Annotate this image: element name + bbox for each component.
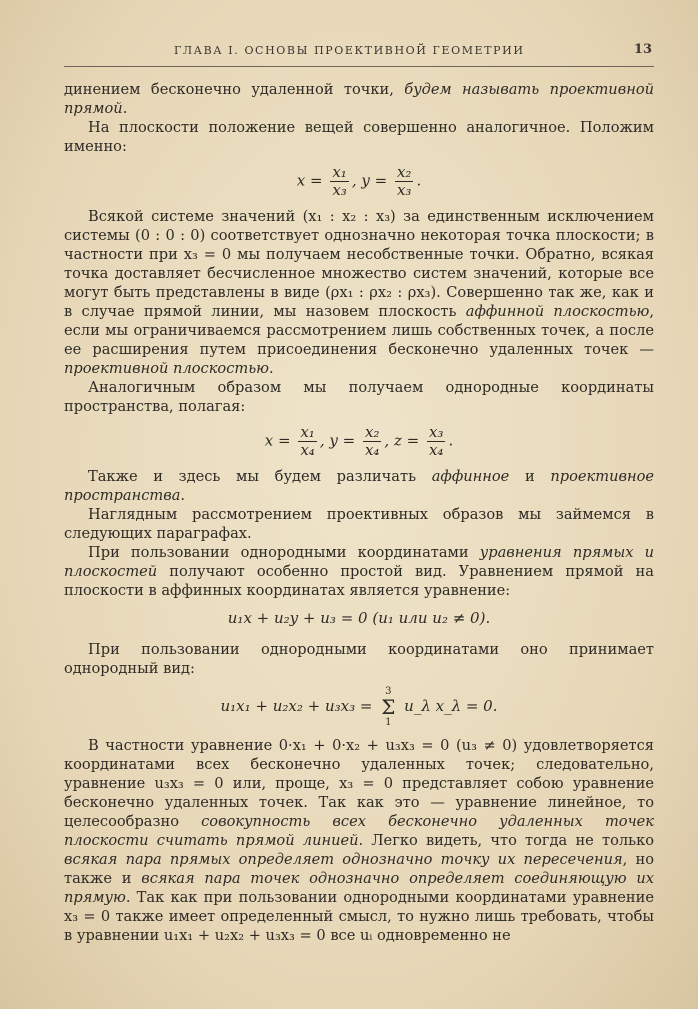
numerator: x₁ [332,163,347,181]
fraction [363,424,381,459]
text: . [180,487,186,504]
text: . [122,100,128,117]
text: Также и здесь мы будем различать [88,468,432,485]
formula-text: u₁x₁ + u₂x₂ + u₃x₃ = [220,697,378,715]
text: , но также и [64,851,654,887]
formula-text: x = [296,171,328,190]
formula-homogeneous-equation [64,686,654,728]
sum-upper-limit: 3 [385,686,392,697]
text: . Легко видеть, что тогда не только [358,832,654,849]
italic-term: аффинное [431,468,510,485]
paragraph-7 [64,543,654,600]
sigma-symbol: Σ [381,695,396,719]
formula-text: u₁x + u₂y + u₃ = 0 (u₁ или u₂ ≠ 0). [227,609,491,627]
page-number: 13 [633,42,652,57]
paragraph-9 [64,736,654,945]
text: получают особенно простой вид. Уравнением прямой на плоскости в аффинных координатах является уравнение: [64,563,654,599]
fraction [298,424,316,459]
denominator: x₄ [428,441,444,459]
formula-space-coordinates [64,424,654,459]
italic-term: проективной плоскостью [64,360,270,377]
formula-text: , y = [351,171,392,190]
text: , если мы ограничиваемся рассмотрением лишь собственных точек, а после ее расширения путем присоединения бесконечно удаленных точек — [64,303,655,358]
text: На плоскости положение вещей совершенно аналогичное. Положим именно: [64,119,654,155]
numerator: x₁ [300,423,315,441]
italic-term: всякая пара прямых определяет однозначно точку их пересечения [64,851,623,868]
paragraph-1 [64,80,654,118]
header-rule [64,66,654,67]
denominator: x₃ [396,181,412,199]
text: . Так как при пользовании однородными координатами уравнение x₃ = 0 также имеет определенный смысл, то нужно лишь требовать, чтобы в уравнении u₁x₁ + u₂x₂ + u₃x₃ = 0 все uᵢ одновременно не [64,889,654,944]
summation [381,686,395,728]
fraction [330,164,348,199]
paragraph-3 [64,207,654,378]
fraction [395,164,413,199]
denominator: x₃ [332,181,347,199]
italic-term: будем называть проективной прямой [64,81,654,117]
text: Наглядным рассмотрением проективных образов мы займемся в следующих параграфах. [64,506,654,542]
paragraph-4 [64,378,654,416]
text: . [269,360,274,377]
denominator: x₄ [300,441,315,459]
paragraph-6 [64,505,654,543]
text: Всякой системе значений (x₁ : x₂ : x₃) за единственным исключением системы (0 : 0 : 0) соответствует однозначно некоторая точка плоскости; в частности при x₃ = 0 мы получаем несобственные точки. Обратно, всякая точка доставляет бесчисленное множество систем значений, которые все могут быть представлены в виде (ρx₁ : ρx₂ : ρx₃). Совершенно так же, как и в случае прямой линии, мы назовем плоскость [64,208,654,320]
page-body [64,80,654,945]
italic-term: аффинной плоскостью [465,303,650,320]
formula-text: , y = [319,431,360,450]
formula-text: u_λ x_λ = 0. [399,697,498,715]
formula-text: . [416,171,422,190]
fraction [427,424,445,459]
paragraph-2 [64,118,654,156]
italic-term: всякая пара точек однозначно определяет соединяющую их прямую [64,870,654,906]
formula-plane-coordinates [64,164,654,199]
italic-term: проективное пространства [64,468,655,504]
formula-text: x = [264,431,296,450]
denominator: x₄ [364,441,380,459]
paragraph-5 [64,467,654,505]
text: В частности уравнение 0·x₁ + 0·x₂ + u₃x₃ = 0 (u₃ ≠ 0) удовлетворяется координатами всех бесконечно удаленных точек; следовательно, уравнение u₃x₃ = 0 или, проще, x₃ = 0 представляет собою уравнение бесконечно удаленных точек. Так как это — уравнение линейное, то целесообразно [64,737,654,830]
italic-term: совокупность всех бесконечно удаленных точек плоскости считать прямой линией [64,813,654,849]
text: динением бесконечно удаленной точки, [64,81,405,98]
formula-text: . [448,431,454,450]
text: Аналогичным образом мы получаем однородные координаты пространства, полагая: [64,379,654,415]
italic-term: уравнения прямых и плоскостей [64,544,654,580]
formula-text: , z = [384,431,424,450]
formula-line-equation [64,608,654,628]
text: При пользовании однородными координатами [88,544,480,561]
text: При пользовании однородными координатами оно принимает однородный вид: [64,641,654,677]
running-header [64,42,654,66]
numerator: x₃ [428,423,444,441]
numerator: x₂ [396,163,412,181]
numerator: x₂ [364,423,380,441]
text: и [509,468,551,485]
paragraph-8 [64,640,654,678]
sum-lower-limit: 1 [385,717,392,728]
chapter-title: ГЛАВА I. ОСНОВЫ ПРОЕКТИВНОЙ ГЕОМЕТРИИ [174,44,525,57]
